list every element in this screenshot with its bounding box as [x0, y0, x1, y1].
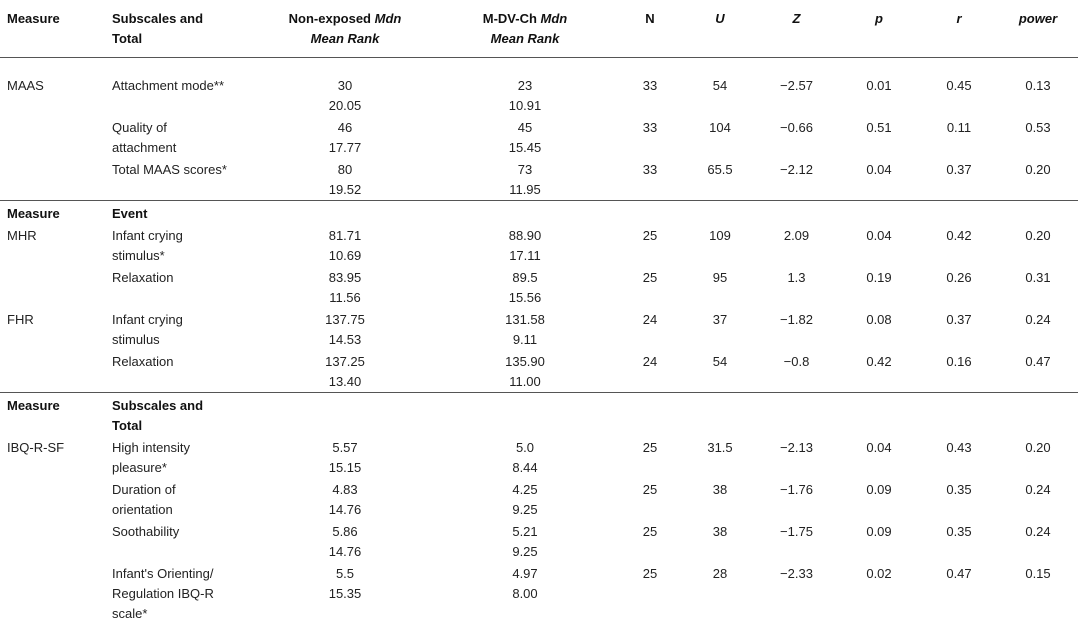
p-cell: 0.09 — [838, 520, 920, 562]
p-cell: 0.42 — [838, 350, 920, 393]
header-z: Z — [755, 0, 838, 58]
power-cell: 0.31 — [998, 266, 1078, 308]
non-exposed-cell: 5.86 14.76 — [255, 520, 435, 562]
n-cell: 33 — [615, 74, 685, 116]
section-heading-measure: Measure — [0, 201, 105, 225]
measure-cell — [0, 478, 105, 520]
power-cell: 0.24 — [998, 308, 1078, 350]
n-cell: 24 — [615, 308, 685, 350]
non-exposed-cell: 30 20.05 — [255, 74, 435, 116]
table-row — [0, 350, 1078, 393]
section-heading-event: Event — [105, 201, 255, 225]
table-row — [0, 116, 1078, 158]
u-cell: 109 — [685, 224, 755, 266]
measure-cell — [0, 562, 105, 624]
n-cell: 33 — [615, 158, 685, 201]
r-cell: 0.42 — [920, 224, 998, 266]
section-heading-subscales: Subscales and Total — [105, 393, 255, 437]
r-cell: 0.35 — [920, 520, 998, 562]
z-cell: −1.82 — [755, 308, 838, 350]
z-cell: −2.57 — [755, 74, 838, 116]
m-dv-ch-cell: 23 10.91 — [435, 74, 615, 116]
measure-cell — [0, 158, 105, 201]
non-exposed-cell: 81.71 10.69 — [255, 224, 435, 266]
m-dv-ch-cell: 4.97 8.00 — [435, 562, 615, 624]
m-dv-ch-cell: 5.0 8.44 — [435, 436, 615, 478]
measure-cell: MAAS — [0, 74, 105, 116]
power-cell: 0.20 — [998, 224, 1078, 266]
z-cell: −1.75 — [755, 520, 838, 562]
non-exposed-cell: 83.95 11.56 — [255, 266, 435, 308]
p-cell: 0.02 — [838, 562, 920, 624]
subscale-cell: Relaxation — [105, 266, 255, 308]
power-cell: 0.53 — [998, 116, 1078, 158]
u-cell: 28 — [685, 562, 755, 624]
subscale-cell: Attachment mode** — [105, 74, 255, 116]
measure-cell: MHR — [0, 224, 105, 266]
table-row — [0, 158, 1078, 201]
r-cell: 0.16 — [920, 350, 998, 393]
non-exposed-cell: 4.83 14.76 — [255, 478, 435, 520]
header-n: N — [615, 0, 685, 58]
table-header — [0, 0, 1078, 58]
header-r: r — [920, 0, 998, 58]
subscale-cell: Relaxation — [105, 350, 255, 393]
m-dv-ch-cell: 45 15.45 — [435, 116, 615, 158]
z-cell: −1.76 — [755, 478, 838, 520]
r-cell: 0.37 — [920, 308, 998, 350]
power-cell: 0.15 — [998, 562, 1078, 624]
r-cell: 0.26 — [920, 266, 998, 308]
n-cell: 24 — [615, 350, 685, 393]
p-cell: 0.08 — [838, 308, 920, 350]
subscale-cell: Soothability — [105, 520, 255, 562]
maas-section — [0, 58, 1078, 201]
n-cell: 33 — [615, 116, 685, 158]
measure-cell: FHR — [0, 308, 105, 350]
power-cell: 0.13 — [998, 74, 1078, 116]
measure-cell — [0, 520, 105, 562]
power-cell: 0.20 — [998, 158, 1078, 201]
m-dv-ch-cell: 5.21 9.25 — [435, 520, 615, 562]
u-cell: 95 — [685, 266, 755, 308]
subscale-cell: Infant's Orienting/ Regulation IBQ-R scale* — [105, 562, 255, 624]
m-dv-ch-cell: 73 11.95 — [435, 158, 615, 201]
power-cell: 0.24 — [998, 520, 1078, 562]
z-cell: 2.09 — [755, 224, 838, 266]
power-cell: 0.20 — [998, 436, 1078, 478]
table-row — [0, 74, 1078, 116]
p-cell: 0.51 — [838, 116, 920, 158]
measure-cell — [0, 266, 105, 308]
header-power: power — [998, 0, 1078, 58]
table-row — [0, 266, 1078, 308]
subscale-cell: Total MAAS scores* — [105, 158, 255, 201]
m-dv-ch-cell: 135.90 11.00 — [435, 350, 615, 393]
section-heading-row — [0, 201, 1078, 225]
non-exposed-cell: 46 17.77 — [255, 116, 435, 158]
n-cell: 25 — [615, 562, 685, 624]
r-cell: 0.45 — [920, 74, 998, 116]
table-row — [0, 308, 1078, 350]
measure-cell — [0, 116, 105, 158]
m-dv-ch-cell: 4.25 9.25 — [435, 478, 615, 520]
header-non-exposed: Non-exposed Mdn Mean Rank — [255, 0, 435, 58]
z-cell: −0.66 — [755, 116, 838, 158]
table-row — [0, 478, 1078, 520]
header-measure: Measure — [0, 0, 105, 58]
subscale-cell: High intensity pleasure* — [105, 436, 255, 478]
r-cell: 0.11 — [920, 116, 998, 158]
table-row — [0, 224, 1078, 266]
power-cell: 0.24 — [998, 478, 1078, 520]
subscale-cell: Duration of orientation — [105, 478, 255, 520]
r-cell: 0.37 — [920, 158, 998, 201]
table-row — [0, 436, 1078, 478]
p-cell: 0.09 — [838, 478, 920, 520]
non-exposed-cell: 5.57 15.15 — [255, 436, 435, 478]
p-cell: 0.19 — [838, 266, 920, 308]
subscale-cell: Infant crying stimulus — [105, 308, 255, 350]
z-cell: −2.33 — [755, 562, 838, 624]
subscale-cell: Quality of attachment — [105, 116, 255, 158]
n-cell: 25 — [615, 436, 685, 478]
u-cell: 31.5 — [685, 436, 755, 478]
z-cell: −2.12 — [755, 158, 838, 201]
p-cell: 0.04 — [838, 158, 920, 201]
non-exposed-cell: 5.5 15.35 — [255, 562, 435, 624]
table-row — [0, 562, 1078, 624]
m-dv-ch-cell: 131.58 9.11 — [435, 308, 615, 350]
u-cell: 37 — [685, 308, 755, 350]
u-cell: 104 — [685, 116, 755, 158]
header-p: p — [838, 0, 920, 58]
ibq-section — [0, 393, 1078, 624]
power-cell: 0.47 — [998, 350, 1078, 393]
p-cell: 0.04 — [838, 436, 920, 478]
n-cell: 25 — [615, 224, 685, 266]
measure-cell: IBQ-R-SF — [0, 436, 105, 478]
p-cell: 0.04 — [838, 224, 920, 266]
n-cell: 25 — [615, 520, 685, 562]
z-cell: −0.8 — [755, 350, 838, 393]
z-cell: −2.13 — [755, 436, 838, 478]
u-cell: 65.5 — [685, 158, 755, 201]
u-cell: 54 — [685, 350, 755, 393]
event-section — [0, 201, 1078, 393]
table-row — [0, 520, 1078, 562]
header-subscales: Subscales and Total — [105, 0, 255, 58]
section-heading-row — [0, 393, 1078, 437]
non-exposed-cell: 80 19.52 — [255, 158, 435, 201]
m-dv-ch-cell: 88.90 17.11 — [435, 224, 615, 266]
non-exposed-cell: 137.75 14.53 — [255, 308, 435, 350]
u-cell: 54 — [685, 74, 755, 116]
z-cell: 1.3 — [755, 266, 838, 308]
m-dv-ch-cell: 89.5 15.56 — [435, 266, 615, 308]
r-cell: 0.47 — [920, 562, 998, 624]
n-cell: 25 — [615, 266, 685, 308]
r-cell: 0.43 — [920, 436, 998, 478]
header-m-dv-ch: M-DV-Ch Mdn Mean Rank — [435, 0, 615, 58]
subscale-cell: Infant crying stimulus* — [105, 224, 255, 266]
non-exposed-cell: 137.25 13.40 — [255, 350, 435, 393]
p-cell: 0.01 — [838, 74, 920, 116]
measure-cell — [0, 350, 105, 393]
n-cell: 25 — [615, 478, 685, 520]
header-u: U — [685, 0, 755, 58]
section-heading-measure: Measure — [0, 393, 105, 437]
r-cell: 0.35 — [920, 478, 998, 520]
u-cell: 38 — [685, 478, 755, 520]
u-cell: 38 — [685, 520, 755, 562]
